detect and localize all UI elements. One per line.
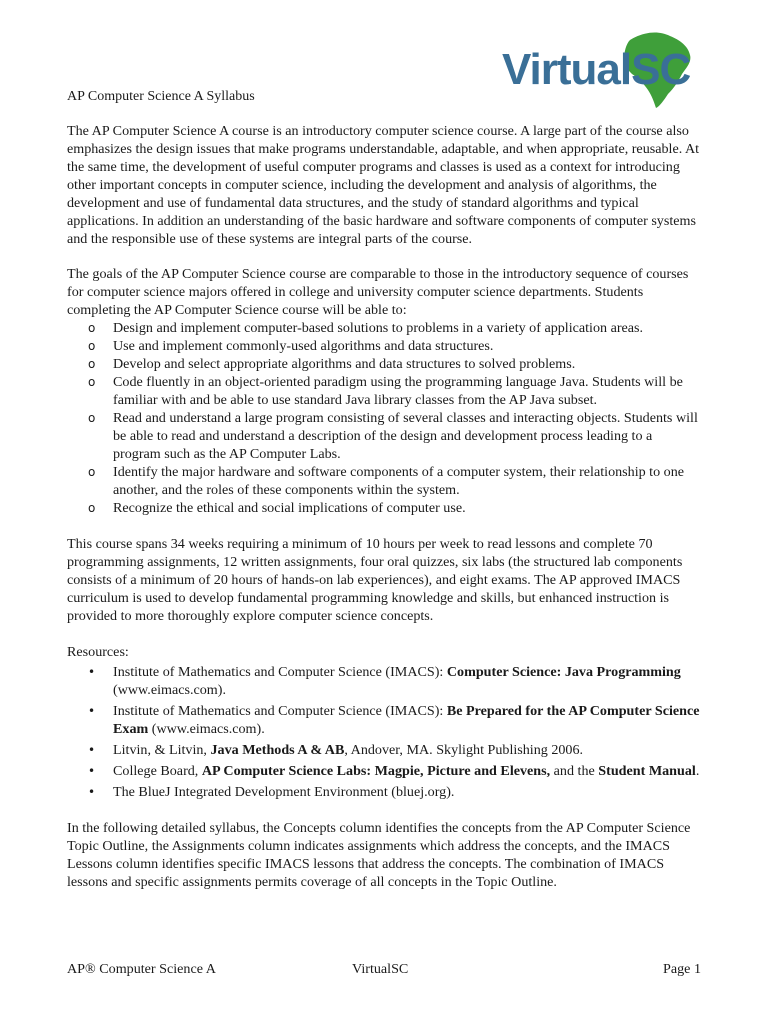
list-item: • Institute of Mathematics and Computer Science (IMACS): Be Prepared for the AP Computer Science Exam (www.eimacs.com). xyxy=(88,703,700,737)
goals-list xyxy=(67,319,703,517)
resources-heading: Resources: xyxy=(67,644,129,660)
list-item: o Develop and select appropriate algorithms and data structures to solved problems. xyxy=(88,356,576,372)
list-item: o Identify the major hardware and software components of a computer system, their relationship to one another, and the roles of these components within the system. xyxy=(88,464,685,498)
course-span-paragraph: This course spans 34 weeks requiring a minimum of 10 hours per week to read lessons and complete 70 programming assignments, 12 written assignments, four oral quizzes, six labs (the structured lab components consists of a minimum of 20 hours of hands-on lab experiences), and eight exams. The AP approved IMACS curriculum is used to develop fundamental programming knowledge and skills, but enhanced instruction is provided to more thoroughly explore computer science concepts. xyxy=(67,536,683,624)
list-item: o Recognize the ethical and social implications of computer use. xyxy=(88,500,466,516)
circle-bullet-icon: o xyxy=(88,465,96,479)
virtualsc-logo xyxy=(498,22,698,112)
document-body xyxy=(67,122,703,891)
logo-graphic xyxy=(498,22,698,112)
list-item: • Litvin, & Litvin, Java Methods A & AB, Andover, MA. Skylight Publishing 2006. xyxy=(88,742,584,758)
footer-course: AP® Computer Science A xyxy=(67,961,216,977)
closing-paragraph: In the following detailed syllabus, the Concepts column identifies the concepts from the AP Computer Science Topic Outline, the Assignments column indicates assignments which address the concepts, and the IMACS Lessons column identifies specific IMACS lessons that address the concepts. The combination of IMACS lessons and specific assignments permits coverage of all concepts in the Topic Outline. xyxy=(67,820,691,890)
footer-page-number: Page 1 xyxy=(663,961,701,977)
circle-bullet-icon: o xyxy=(88,501,96,515)
list-item: o Read and understand a large program consisting of several classes and interacting objects. Students will be able to read and understand a description of the design and development process leading to a program such as the AP Computer Labs. xyxy=(88,410,698,462)
circle-bullet-icon: o xyxy=(88,321,96,335)
logo-wordmark: VirtualSC xyxy=(502,45,691,94)
disc-bullet-icon: • xyxy=(88,764,96,778)
document-title: AP Computer Science A Syllabus xyxy=(67,89,255,104)
footer-brand: VirtualSC xyxy=(352,961,409,977)
list-item: • Institute of Mathematics and Computer Science (IMACS): Computer Science: Java Programming (www.eimacs.com). xyxy=(88,664,681,698)
list-item: o Code fluently in an object-oriented paradigm using the programming language Java. Students will be familiar with and be able to use standard Java library classes from the AP Java subset. xyxy=(88,374,683,408)
circle-bullet-icon: o xyxy=(88,411,96,425)
disc-bullet-icon: • xyxy=(88,704,96,718)
circle-bullet-icon: o xyxy=(88,375,96,389)
goals-intro-paragraph: The goals of the AP Computer Science course are comparable to those in the introductory sequence of courses for computer science majors offered in college and university computer science departments. Students completing the AP Computer Science course will be able to: xyxy=(67,266,689,318)
resources-list xyxy=(67,663,703,801)
disc-bullet-icon: • xyxy=(88,785,96,799)
list-item: o Use and implement commonly-used algorithms and data structures. xyxy=(88,338,494,354)
circle-bullet-icon: o xyxy=(88,339,96,353)
intro-paragraph: The AP Computer Science A course is an introductory computer science course. A large part of the course also emphasizes the design issues that make programs understandable, adaptable, and when appropriate, reusable. At the same time, the development of useful computer programs and classes is used as a context for introducing other important concepts in computer science, including the development and analysis of algorithms, the development and use of fundamental data structures, and the study of standard algorithms and typical applications. In addition an understanding of the basic hardware and software components of computer systems and the responsible use of these systems are integral parts of the course. xyxy=(67,123,700,247)
circle-bullet-icon: o xyxy=(88,357,96,371)
disc-bullet-icon: • xyxy=(88,743,96,757)
list-item: • College Board, AP Computer Science Labs: Magpie, Picture and Elevens, and the Student Manual. xyxy=(88,763,700,779)
disc-bullet-icon: • xyxy=(88,665,96,679)
list-item: • The BlueJ Integrated Development Environment (bluej.org). xyxy=(88,784,455,800)
list-item: o Design and implement computer-based solutions to problems in a variety of application areas. xyxy=(88,320,644,336)
